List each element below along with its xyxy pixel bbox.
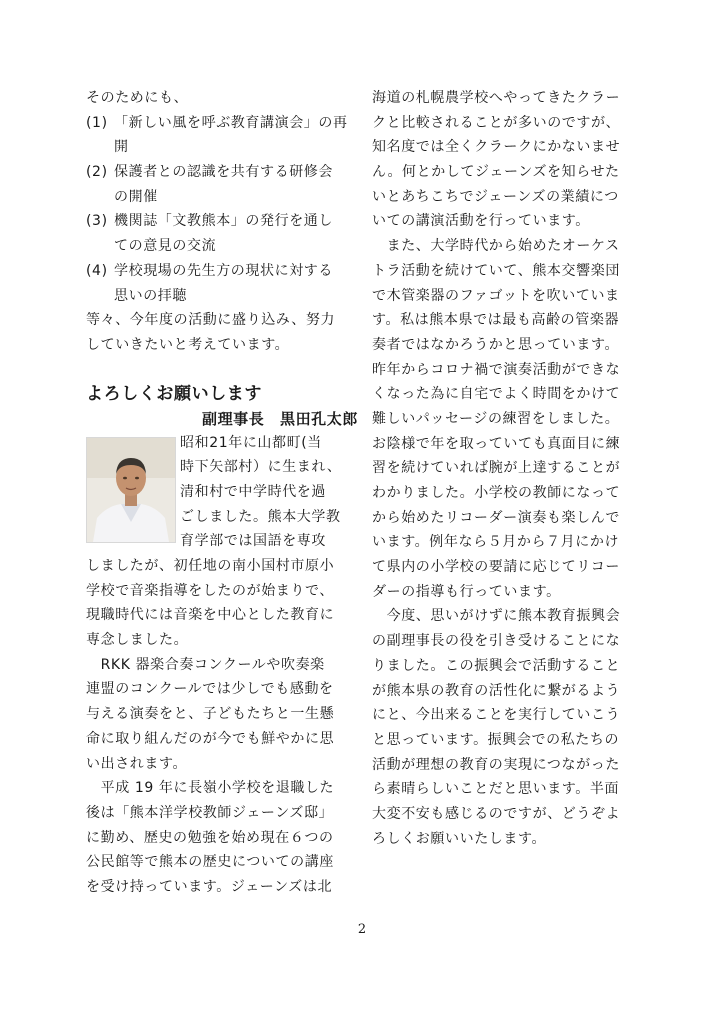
wrap-line: 昭和21年に山都町(当 — [180, 434, 322, 451]
left-column — [86, 86, 362, 900]
body-line: 与える演奏をと、子どもたちと一生懸 — [86, 706, 335, 723]
body-line: に勤め、歴史の勉強を始め現在６つの — [86, 829, 334, 846]
author-byline: 副理事長 黒田孔太郎 — [201, 409, 358, 428]
section-heading: よろしくお願いします — [86, 383, 262, 404]
body-line: くなった為に自宅でよく時間をかけて — [372, 386, 621, 403]
list-item — [86, 209, 362, 234]
body-line: また、大学時代から始めたオーケス — [372, 238, 620, 255]
author-photo — [86, 437, 176, 543]
photo-wrap-block — [86, 431, 362, 554]
intro-text: そのためにも、 — [86, 90, 189, 106]
list-item — [86, 259, 362, 284]
numbered-list — [86, 111, 362, 309]
body-line: の副理事長の役を引き受けることにな — [372, 633, 621, 650]
body-line: 昨年からコロナ禍で演奏活動ができな — [372, 361, 621, 378]
list-text: 保護者との認識を共有する研修会 — [114, 164, 333, 181]
list-item-continuation: の開催 — [114, 188, 158, 205]
list-number: (2) — [86, 164, 108, 181]
body-line: から始めたリコーダー演奏も楽しんで — [372, 509, 620, 526]
portrait-illustration — [87, 438, 175, 542]
body-line: 奏者ではなかろうかと思っています。 — [372, 336, 620, 353]
page-number: 2 — [357, 922, 367, 937]
wrap-line: ごしました。熊本大学教 — [180, 508, 341, 525]
body-line: 大変不安も感じるのですが、どうぞよ — [372, 805, 621, 822]
list-number: (4) — [86, 262, 108, 279]
right-column — [372, 86, 640, 851]
body-line: 連盟のコンクールでは少しでも感動を — [86, 681, 334, 698]
body-line: 知名度では全くクラークにかないませ — [372, 139, 621, 156]
body-line: す。私は熊本県では最も高齢の管楽器 — [372, 312, 620, 329]
list-item — [86, 111, 362, 136]
body-line: て県内の小学校の要請に応じてリコー — [372, 559, 620, 576]
body-line: が熊本県の教育の活性化に繋がるよう — [372, 682, 621, 699]
list-item-continuation: ての意見の交流 — [114, 238, 217, 255]
body-line: 命に取り組んだのが今でも鮮やかに思 — [86, 730, 335, 747]
body-line: ダーの指導も行っています。 — [372, 583, 561, 600]
closing-line: していきたいと考えています。 — [86, 336, 290, 353]
body-line: にと、今出来ることを実行していこう — [372, 707, 621, 724]
body-line: 学校で音楽指導をしたのが始まりで、 — [86, 582, 334, 599]
body-line: わかりました。小学校の教師になって — [372, 485, 621, 501]
list-number: (3) — [86, 213, 108, 230]
body-line: 活動が理想の教育の実現につながった — [372, 756, 620, 773]
body-line: います。例年なら５月から７月にかけ — [372, 534, 620, 551]
closing-line: 等々、今年度の活動に盛り込み、努力 — [86, 312, 336, 329]
list-item-continuation: 思いの拝聴 — [114, 287, 187, 304]
body-line: 公民館等で熊本の歴史についての講座 — [86, 854, 334, 871]
body-line: ろしくお願いいたします。 — [372, 830, 547, 847]
body-line: いとあちこちでジェーンズの業績につ — [372, 188, 619, 205]
wrap-line: 清和村で中学時代を過 — [180, 483, 326, 500]
list-item-continuation: 開 — [114, 139, 129, 156]
body-line: 平成 19 年に長嶺小学校を退職した — [86, 780, 335, 797]
wrap-line: 時下矢部村）に生まれ、 — [180, 459, 342, 476]
body-line: と思っています。振興会での私たちの — [372, 731, 620, 748]
body-line: ん。何とかしてジェーンズを知らせた — [372, 164, 620, 181]
body-line: りました。この振興会で活動すること — [372, 657, 621, 674]
body-line: 海道の札幌農学校へやってきたクラー — [372, 90, 621, 106]
body-line: 難しいパッセージの練習をしました。 — [372, 410, 620, 427]
list-text: 機関誌「文教熊本」の発行を通し — [114, 213, 333, 230]
body-line: 習を続けていれば腕が上達することが — [372, 460, 621, 477]
body-line: 今度、思いがけずに熊本教育振興会 — [372, 608, 621, 625]
body-line: を受け持っています。ジェーンズは北 — [86, 878, 333, 895]
body-line: いての講演活動を行っています。 — [372, 213, 590, 230]
body-line: クと比較されることが多いのですが、 — [372, 114, 621, 131]
body-line: 後は「熊本洋学校教師ジェーンズ邸」 — [86, 804, 334, 821]
body-line: RKK 器楽合奏コンクールや吹奏楽 — [86, 656, 325, 673]
list-text: 学校現場の先生方の現状に対する — [114, 262, 333, 279]
list-text: 「新しい風を呼ぶ教育講演会」の再 — [114, 114, 348, 131]
body-line: 専念しました。 — [86, 632, 189, 649]
body-line: しましたが、初任地の南小国村市原小 — [86, 558, 335, 574]
body-line: で木管楽器のファゴットを吹いていま — [372, 287, 620, 304]
body-line: い出されます。 — [86, 755, 188, 772]
body-line: トラ活動を続けていて、熊本交響楽団 — [372, 262, 620, 279]
body-line: 現職時代には音楽を中心とした教育に — [86, 607, 335, 624]
body-line: お陰様で年を取っていても真面目に練 — [372, 435, 621, 452]
list-number: (1) — [86, 114, 108, 131]
list-item — [86, 160, 362, 185]
wrap-line: 育学部では国語を専攻 — [180, 533, 326, 550]
body-line: ら素晴らしいことだと思います。半面 — [372, 781, 620, 798]
